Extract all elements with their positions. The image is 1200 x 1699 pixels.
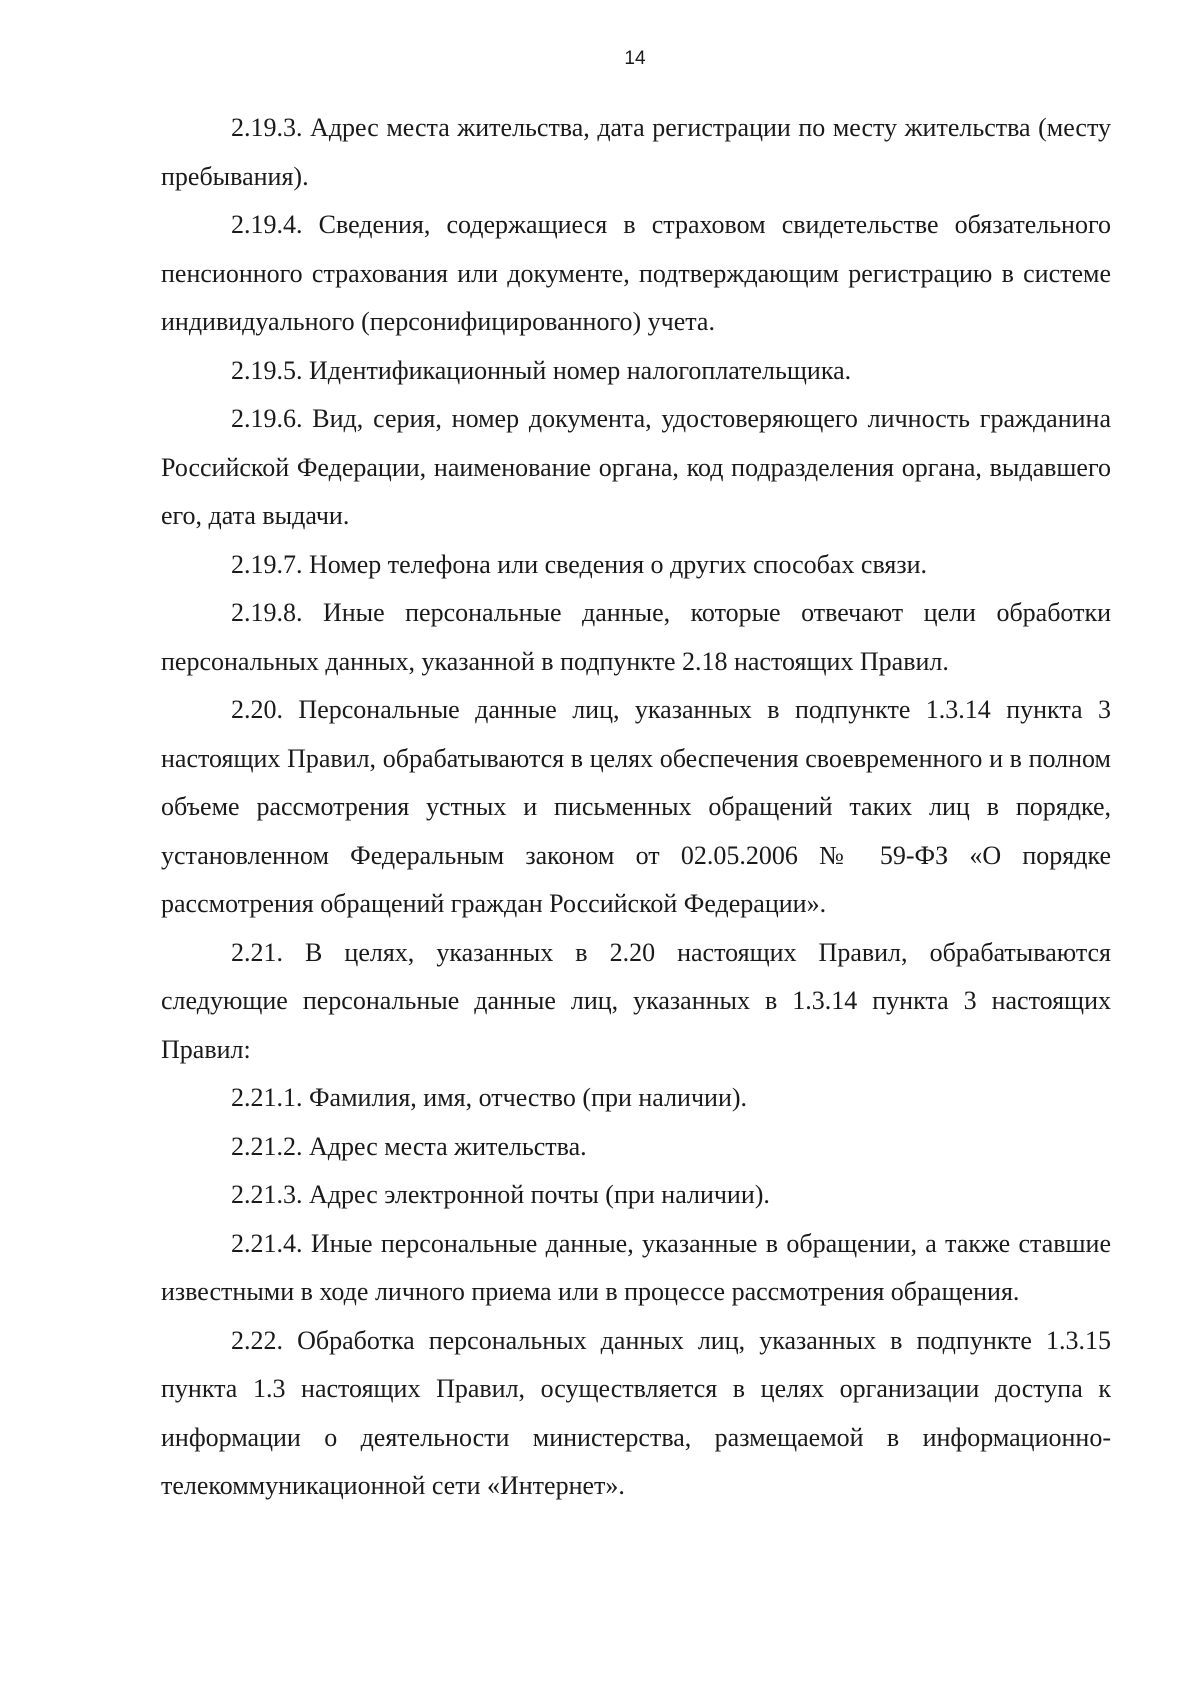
paragraph-2-20: 2.20. Персональные данные лиц, указанных в подпункте 1.3.14 пункта 3 настоящих Правил, обрабатываются в целях обеспечения своевременного и в полном объеме рассмотрения устных и письменных обращений таких лиц в порядке, установленном Федеральным законом от 02.05.2006 № 59-ФЗ «О порядке рассмотрения обращений граждан Российской Федерации». [161,695,1111,918]
paragraph-2-19-6: 2.19.6. Вид, серия, номер документа, удостоверяющего личность гражданина Российской Федерации, наименование органа, код подразделения органа, выдавшего его, дата выдачи. [161,404,1111,530]
paragraph-2-19-7: 2.19.7. Номер телефона или сведения о других способах связи. [231,549,928,579]
paragraph-2-22: 2.22. Обработка персональных данных лиц, указанных в подпункте 1.3.15 пункта 1.3 настоящих Правил, осуществляется в целях организации доступа к информации о деятельности министерства, размещаемой в информационно-телекоммуникационной сети «Интернет». [161,1325,1111,1500]
paragraph-2-19-8: 2.19.8. Иные персональные данные, которые отвечают цели обработки персональных данных, указанной в подпункте 2.18 настоящих Правил. [161,598,1111,676]
paragraph-2-19-4: 2.19.4. Сведения, содержащиеся в страховом свидетельстве обязательного пенсионного страхования или документе, подтверждающим регистрацию в системе индивидуального (персонифицированного) учета. [161,210,1111,336]
paragraph-2-21-3: 2.21.3. Адрес электронной почты (при наличии). [231,1180,770,1209]
document-body [161,104,1111,1511]
paragraph-2-21-2: 2.21.2. Адрес места жительства. [231,1131,587,1161]
paragraph-2-21-4: 2.21.4. Иные персональные данные, указанные в обращении, а также ставшие известными в ходе личного приема или в процессе рассмотрения обращения. [161,1228,1111,1306]
paragraph-2-21: 2.21. В целях, указанных в 2.20 настоящих Правил, обрабатываются следующие персональные данные лиц, указанных в 1.3.14 пункта 3 настоящих Правил: [161,937,1111,1064]
paragraph-2-21-1: 2.21.1. Фамилия, имя, отчество (при наличии). [231,1083,748,1112]
page-number: 14 [624,48,646,69]
paragraph-2-19-5: 2.19.5. Идентификационный номер налогоплательщика. [231,355,852,385]
paragraph-2-19-3: 2.19.3. Адрес места жительства, дата регистрации по месту жительства (месту пребывания). [161,113,1111,191]
